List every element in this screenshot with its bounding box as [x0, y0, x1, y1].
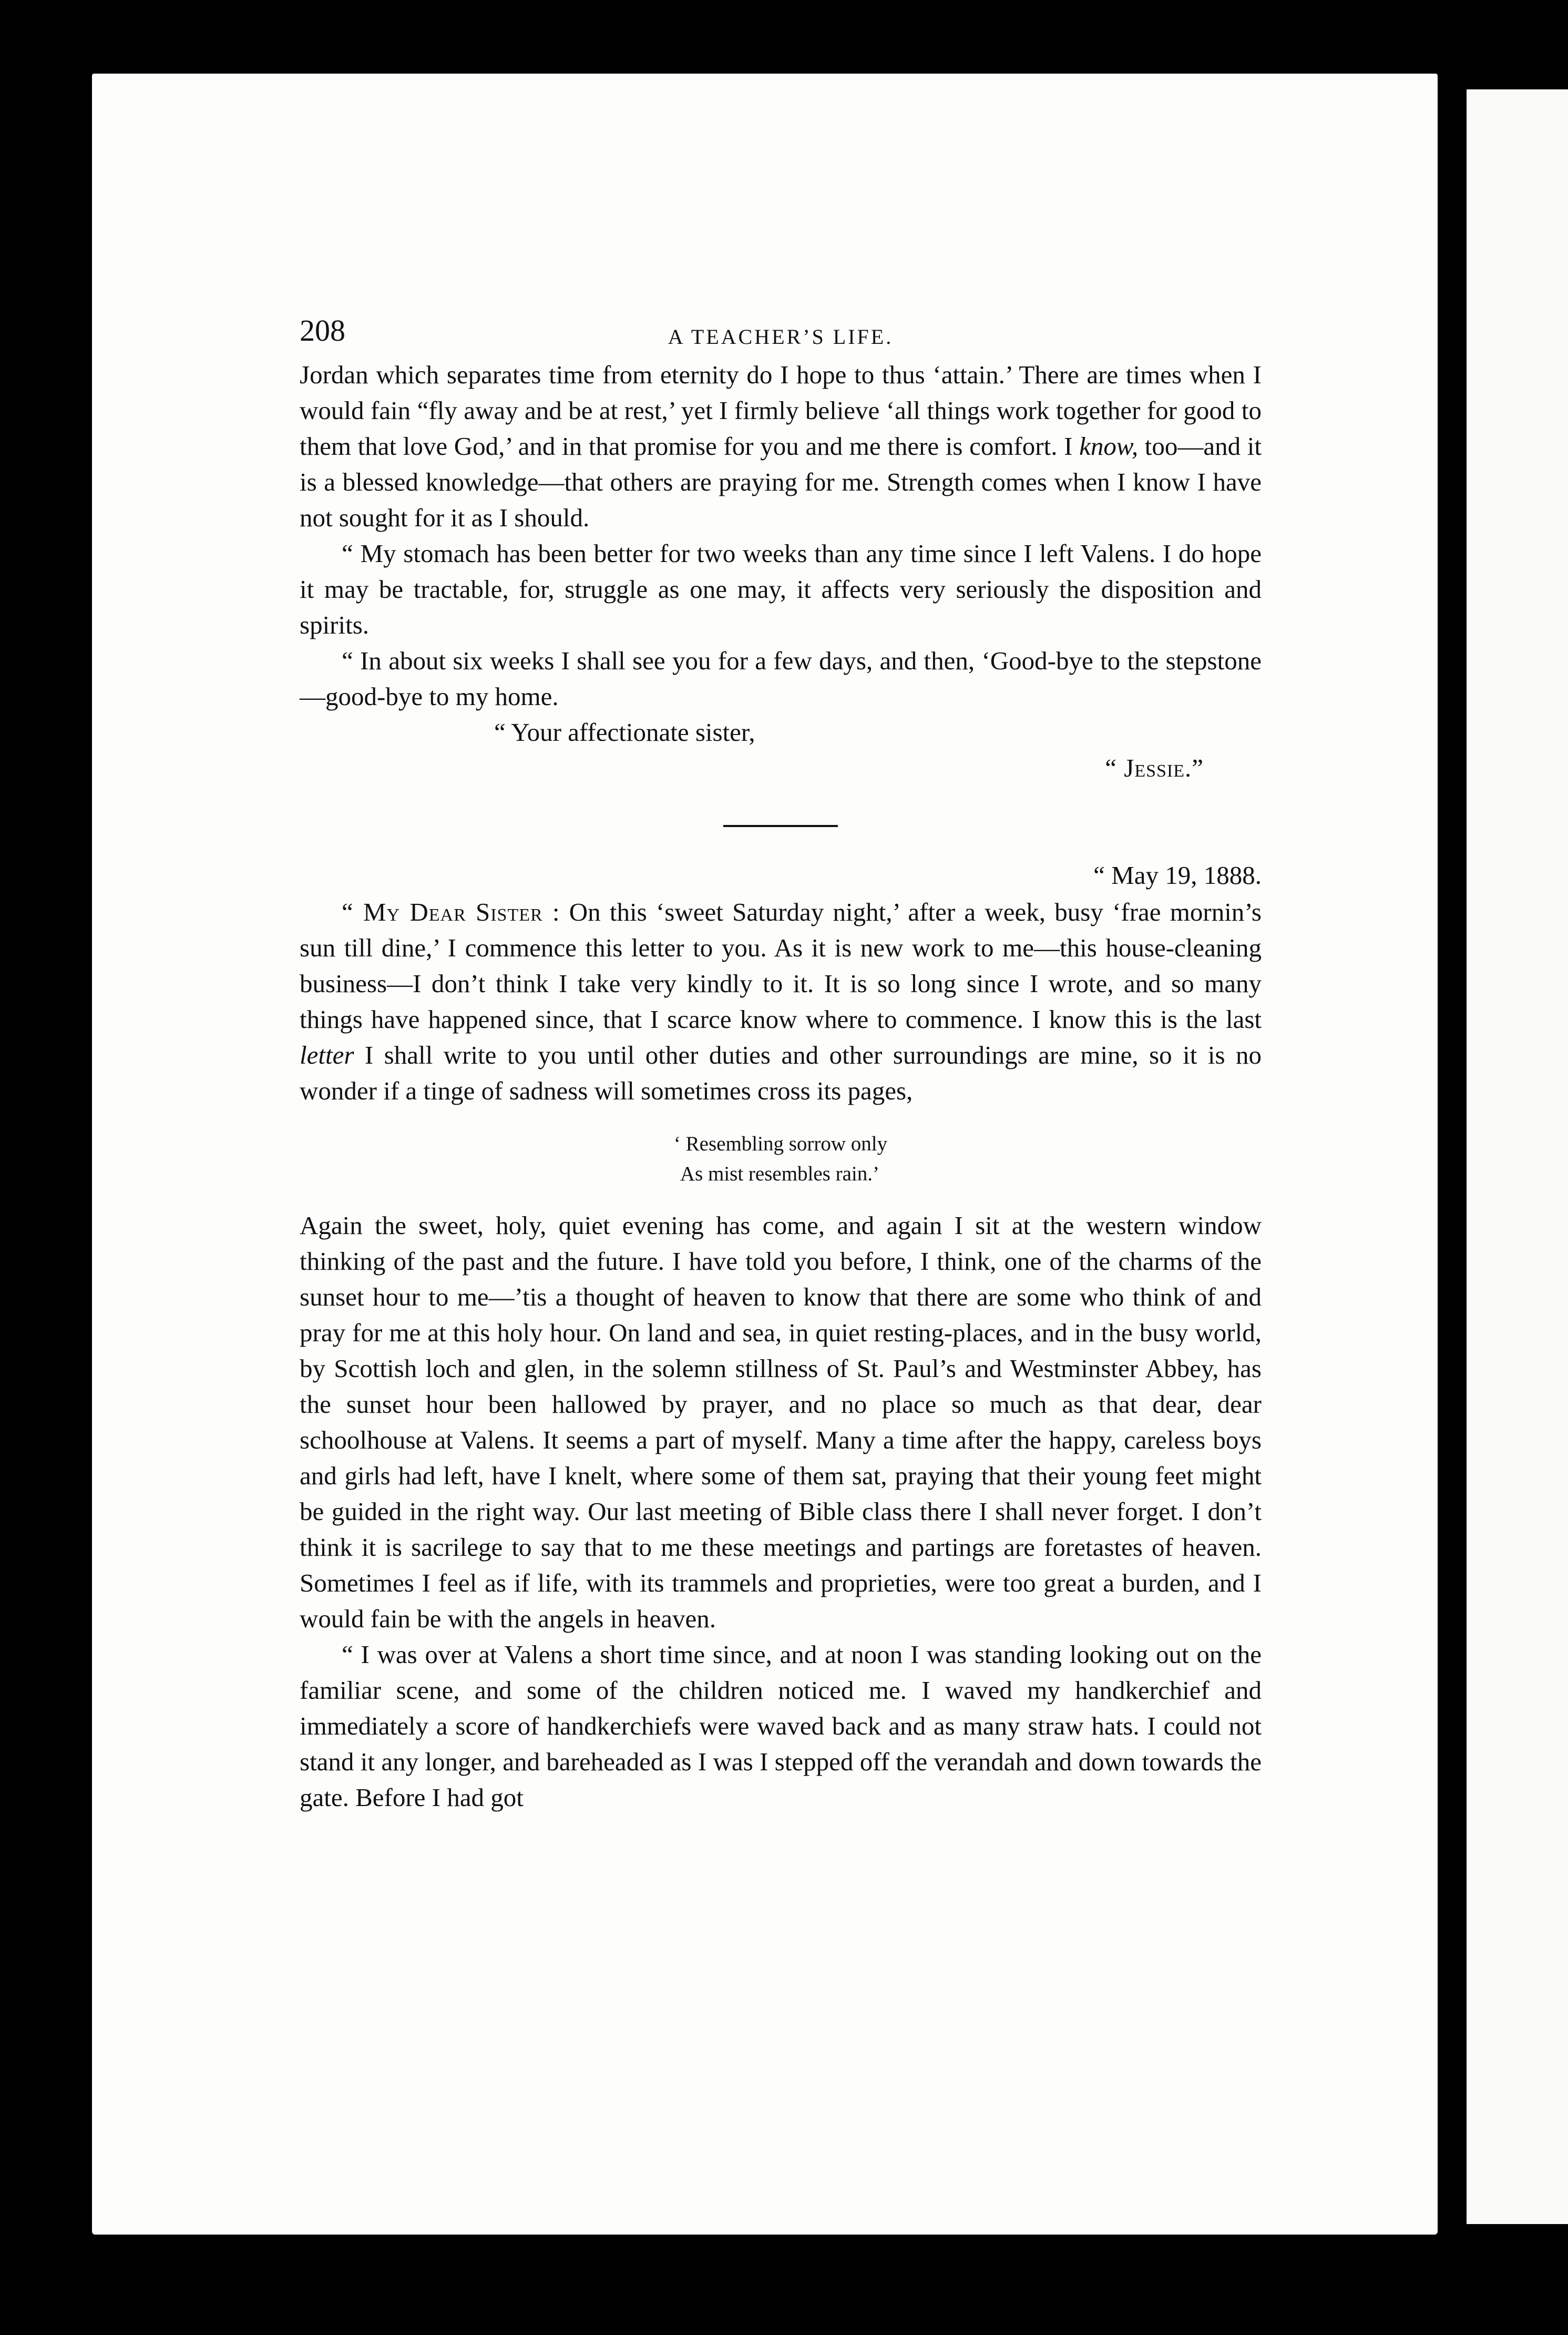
verse-block	[674, 1129, 887, 1189]
letter1-paragraph1	[300, 357, 1262, 536]
running-title: A TEACHER’S LIFE.	[668, 325, 894, 349]
letter1-paragraph1-lead: I	[1064, 432, 1080, 461]
emphasis-letter: letter	[300, 1041, 354, 1069]
letter1-signature: “ Jessie.”	[1105, 753, 1204, 782]
verse-line-1: ‘ Resembling sorrow only	[673, 1133, 888, 1155]
verse-line-2: As mist resembles rain.’	[680, 1163, 879, 1185]
letter2-paragraph1-tail: I shall write to you until other duties and other surroundings are mine, so it is no wonder if a tinge of sadness will sometimes cross its pages,	[300, 1041, 1262, 1105]
letter1-salutation: “ Your affectionate sister,	[494, 718, 755, 747]
running-head	[300, 313, 1262, 355]
letter2-paragraph2: Again the sweet, holy, quiet evening has come, and again I sit at the western window thinking of the past and the future. I have told you before, I think, one of the charms of the sunset hour to me—’tis a thought of heaven to know that there are some who think of and pray for me at this holy hour. On land and sea, in quiet resting-places, and in the busy world, by Scottish loch and glen, in the solemn stillness of St. Paul’s and Westminster Abbey, has the sunset hour been hallowed by prayer, and no place so much as that dear, dear schoolhouse at Valens. It seems a part of myself. Many a time after the happy, careless boys and girls had left, have I knelt, where some of them sat, praying that their young feet might be guided in the right way. Our last meeting of Bible class there I shall never forget. I don’t think it is sacrilege to say that to me these meetings and partings are foretastes of heaven. Sometimes I feel as if life, with its trammels and proprieties, were too great a burden, and I would fain be with the angels in heaven.	[300, 1211, 1262, 1633]
verse-quote	[300, 1129, 1262, 1189]
letter2-paragraph1	[300, 894, 1262, 1109]
letter2-dateline: “ May 19, 1888.	[1093, 861, 1262, 890]
page-content	[300, 313, 1262, 1816]
section-divider	[723, 825, 838, 827]
emphasis-know: know,	[1079, 432, 1139, 461]
letter2-greeting: “ My Dear Sister :	[342, 898, 560, 926]
letter1-paragraph2: “ My stomach has been better for two weeks than any time since I left Valens. I do hope it may be tractable, for, struggle as one may, it affects very seriously the disposition and spirits.	[300, 539, 1262, 639]
letter1-paragraph3: “ In about six weeks I shall see you for a few days, and then, ‘Good-bye to the stepstone—good-bye to my home.	[300, 646, 1262, 711]
page-number: 208	[300, 313, 345, 348]
letter1-paragraph1-text: Jordan which separates time from eternity do I hope to thus ‘attain.’ There are times when I would fain “fly away and be at rest,’ yet I firmly believe ‘all things work together for good to them that love God,’ and in that promise for you and me there is comfort.	[300, 360, 1262, 461]
letter2-paragraph1-text: On this ‘sweet Saturday night,’ after a week, busy ‘frae mornin’s sun till dine,’ I commence this letter to you. As it is new work to me—this house-cleaning business—I don’t think I take very kindly to it. It is so long since I wrote, and so many things have happened since, that I scarce know where to commence. I know this is the last	[300, 898, 1262, 1034]
letter1-paragraph1-tail: too—and it is a blessed knowledge—that others are praying for me. Strength comes when I know I have not sought for it as I should.	[300, 432, 1262, 532]
adjacent-page-edge	[1467, 89, 1568, 2224]
letter2-paragraph3: “ I was over at Valens a short time since, and at noon I was standing looking out on the familiar scene, and some of the children noticed me. I waved my handkerchief and immediately a score of handkerchiefs were waved back and as many straw hats. I could not stand it any longer, and bareheaded as I was I stepped off the verandah and down towards the gate. Before I had got	[300, 1640, 1262, 1812]
